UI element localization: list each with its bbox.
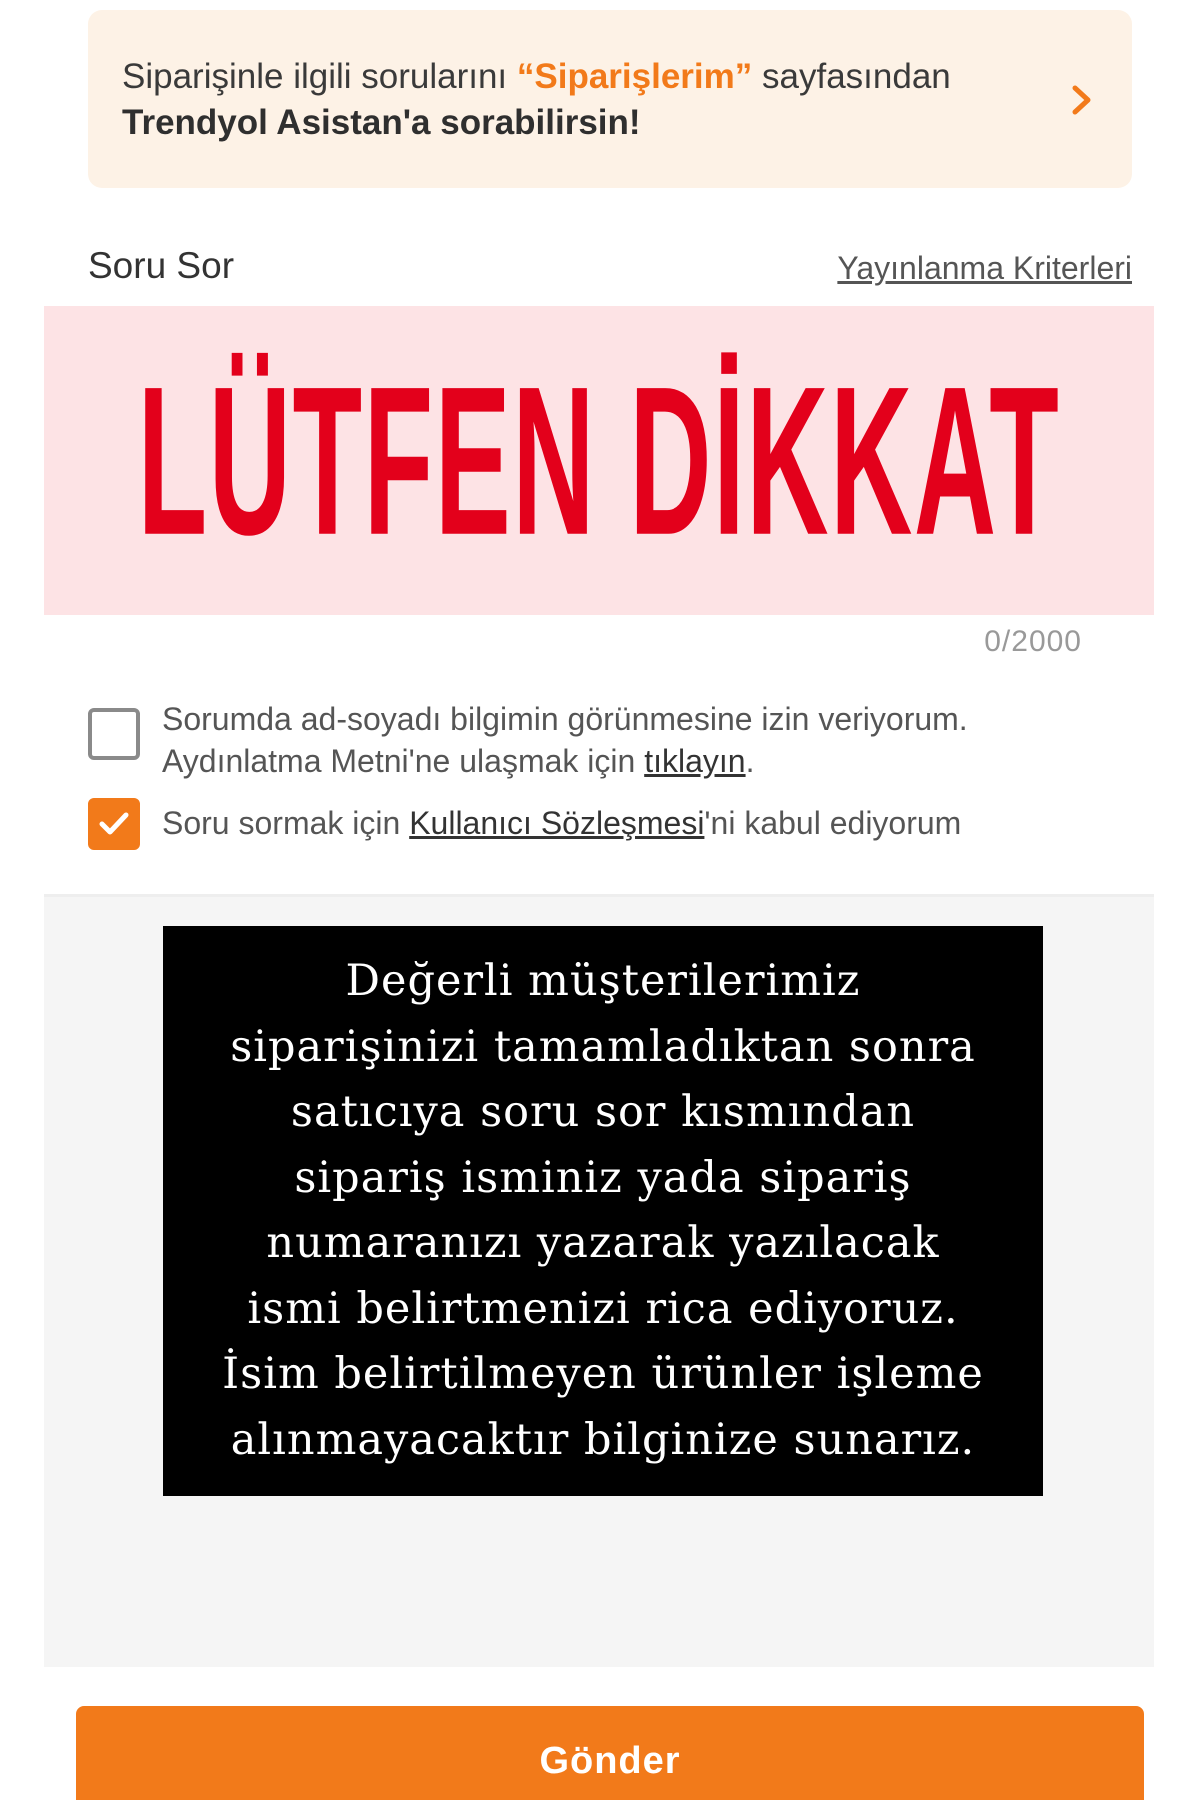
disclosure-link[interactable]: tıklayın bbox=[644, 743, 746, 779]
send-button[interactable]: Gönder bbox=[76, 1706, 1144, 1800]
user-agreement-row bbox=[88, 798, 961, 850]
user-agreement-text bbox=[162, 802, 961, 844]
name-visibility-line1: Sorumda ad-soyadı bilgimin görünmesine izin veriyorum. bbox=[162, 701, 968, 737]
notice-box bbox=[163, 926, 1043, 1496]
notice-text: Değerli müşterilerimiz siparişinizi tamamladıktan sonra satıcıya soru sor kısmından sipariş isminiz yada sipariş numaranızı yazarak yazılacak ismi belirtmenizi rica ediyoruz. İsim belirtilmeyen ürünler işleme alınmayacaktır bilginize sunarız. bbox=[222, 956, 984, 1465]
name-visibility-consent-row bbox=[88, 698, 968, 782]
disclosure-text-end: . bbox=[745, 743, 755, 779]
checkmark-icon bbox=[96, 806, 132, 842]
name-visibility-checkbox[interactable] bbox=[88, 708, 140, 760]
orders-link-text[interactable]: “Siparişlerim” bbox=[516, 57, 753, 96]
info-banner-line2: Trendyol Asistan'a sorabilirsin! bbox=[122, 103, 641, 142]
info-banner-line1 bbox=[122, 54, 1022, 100]
orders-info-banner[interactable] bbox=[88, 10, 1132, 188]
publishing-criteria-link[interactable]: Yayınlanma Kriterleri bbox=[837, 250, 1132, 286]
info-text-before: Siparişinle ilgili sorularını bbox=[122, 57, 517, 96]
info-text-after: sayfasından bbox=[752, 57, 951, 96]
question-title: Soru Sor bbox=[88, 245, 235, 286]
info-banner-text bbox=[122, 54, 1022, 146]
name-visibility-text bbox=[162, 698, 968, 782]
name-visibility-line2 bbox=[162, 740, 968, 782]
chevron-right-icon[interactable] bbox=[1062, 80, 1102, 120]
agreement-text-before: Soru sormak için bbox=[162, 805, 410, 841]
warning-title: LÜTFEN DİKKAT bbox=[137, 341, 1061, 578]
disclosure-text: Aydınlatma Metni'ne ulaşmak için bbox=[162, 743, 645, 779]
question-textarea[interactable] bbox=[44, 306, 1154, 615]
user-agreement-link[interactable]: Kullanıcı Sözleşmesi bbox=[409, 805, 705, 841]
user-agreement-checkbox[interactable] bbox=[88, 798, 140, 850]
agreement-text-after: 'ni kabul ediyorum bbox=[704, 805, 962, 841]
character-counter: 0/2000 bbox=[984, 625, 1082, 658]
